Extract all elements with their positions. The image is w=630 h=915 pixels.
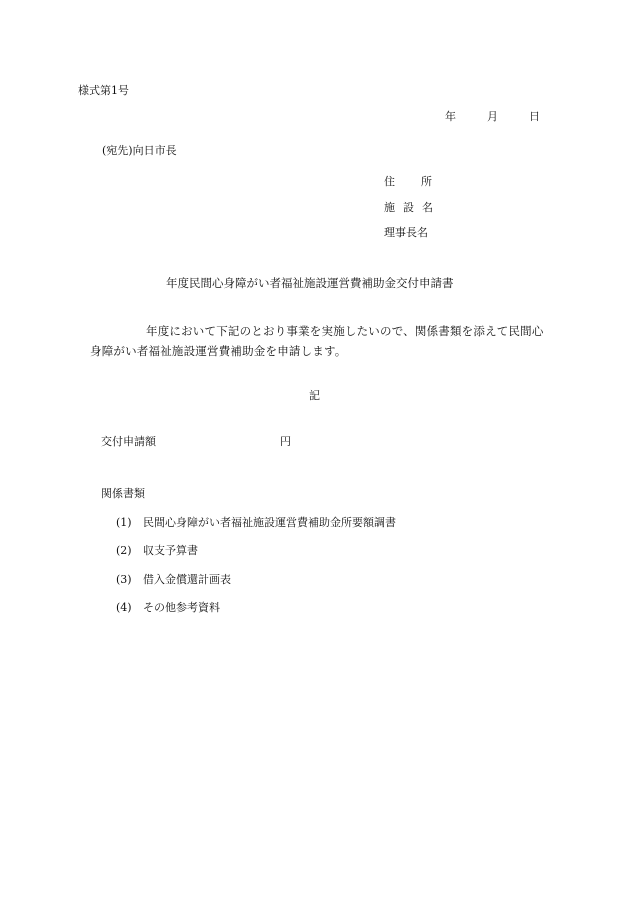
amount-unit: 円	[280, 435, 291, 448]
document-item-number: (3)	[116, 573, 132, 586]
date-month-label: 月	[487, 110, 498, 123]
addressee: (宛先)向日市長	[102, 144, 177, 157]
document-item-text: 民間心身障がい者福祉施設運営費補助金所要額調書	[143, 516, 396, 529]
date-day-label: 日	[529, 110, 540, 123]
document-item-text: その他参考資料	[143, 601, 220, 614]
documents-heading: 関係書類	[101, 487, 145, 500]
date-line	[445, 111, 540, 122]
document-item-text: 借入金償還計画表	[143, 573, 231, 586]
form-number: 様式第1号	[78, 84, 129, 97]
body-line-1: 年度において下記のとおり事業を実施したいので、関係書類を添えて民間心	[146, 324, 544, 338]
document-item-text: 収支予算書	[143, 544, 198, 557]
applicant-facility-label: 施 設 名	[384, 201, 433, 214]
ki-marker: 記	[309, 389, 320, 402]
amount-label: 交付申請額	[101, 435, 156, 448]
document-item-number: (4)	[116, 601, 132, 614]
document-title: 年度民間心身障がい者福祉施設運営費補助金交付申請書	[166, 276, 454, 290]
body-line-2: 身障がい者福祉施設運営費補助金を申請します。	[90, 344, 347, 358]
date-year-label: 年	[445, 110, 456, 123]
document-item-number: (2)	[116, 544, 132, 557]
document-item-number: (1)	[116, 516, 132, 529]
applicant-director-label: 理事長名	[384, 226, 428, 239]
applicant-address-label: 住 所	[384, 175, 432, 188]
